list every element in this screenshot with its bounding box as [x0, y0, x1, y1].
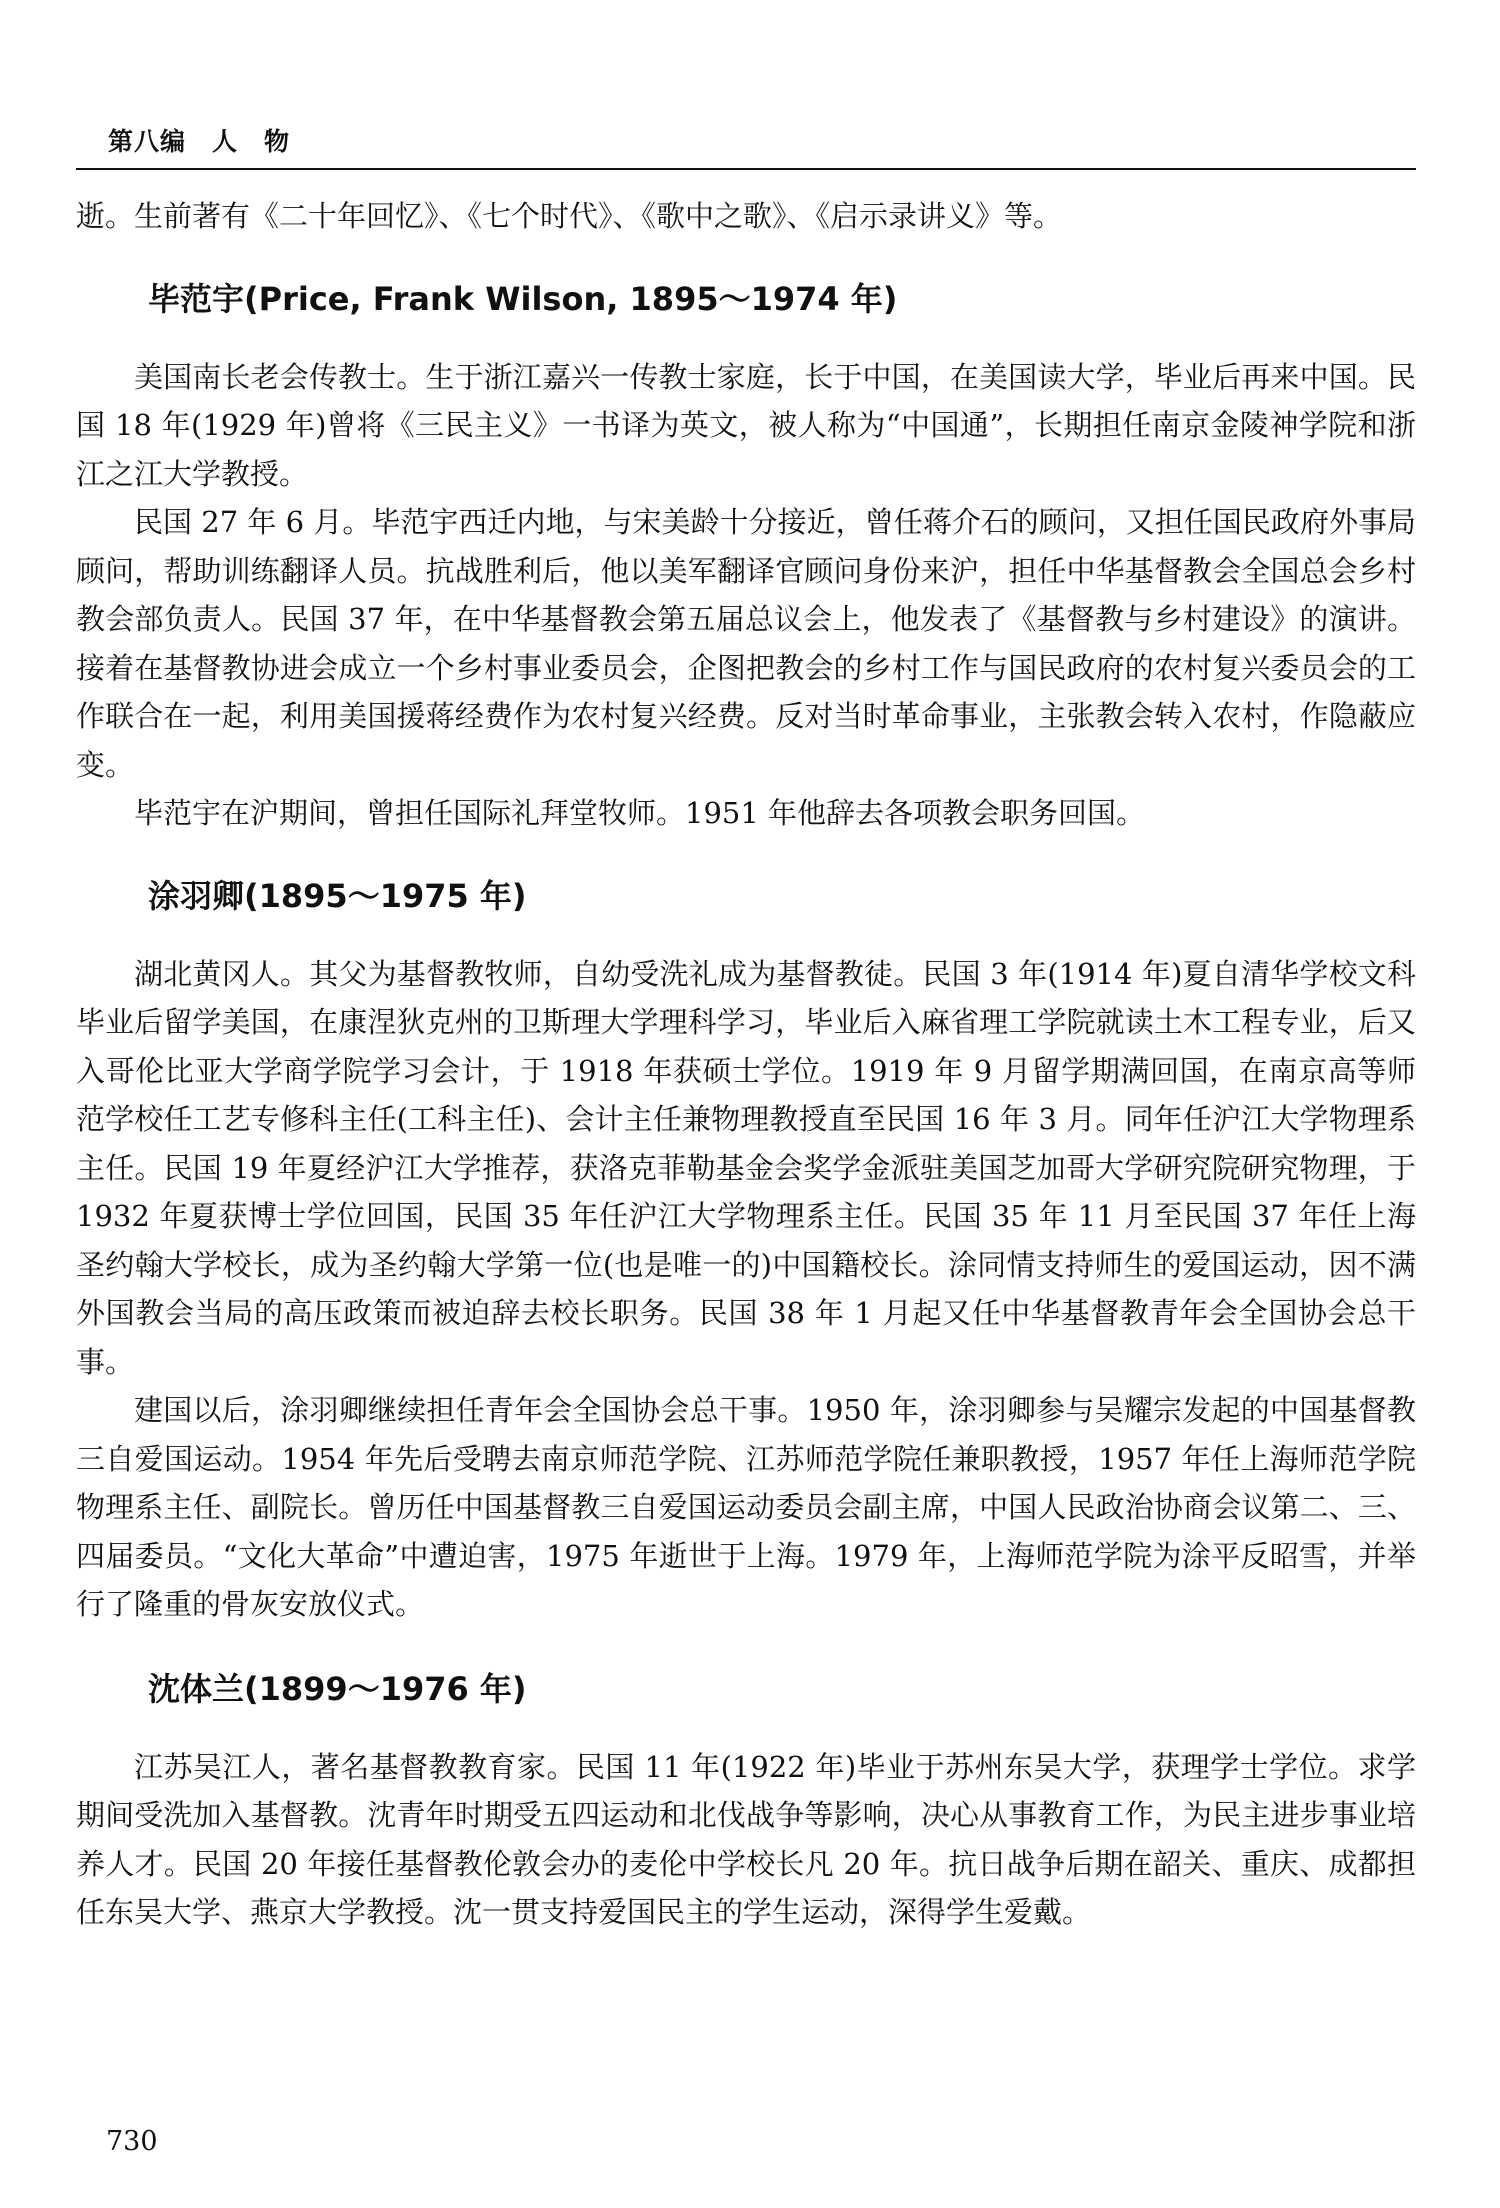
entry-paragraph: 民国 27 年 6 月。毕范宇西迁内地，与宋美龄十分接近，曾任蒋介石的顾问，又担任国民政府外事局顾问，帮助训练翻译人员。抗战胜利后，他以美军翻译官顾问身份来沪，担任中华基督教会全国总会乡村教会部负责人。民国 37 年，在中华基督教会第五届总议会上，他发表了《基督教与乡村建设》的演讲。接着在基督教协进会成立一个乡村事业委员会，企图把教会的乡村工作与国民政府的农村复兴委员会的工作联合在一起，利用美国援蒋经费作为农村复兴经费。反对当时革命事业，主张教会转入农村，作隐蔽应变。: [76, 505, 1416, 782]
entry-heading: 毕范宇(Price, Frank Wilson, 1895～1974 年): [148, 279, 898, 318]
continued-paragraph: 逝。生前著有《二十年回忆》、《七个时代》、《歌中之歌》、《启示录讲义》等。: [76, 199, 1063, 233]
entry-paragraph: 建国以后，涂羽卿继续担任青年会全国协会总干事。1950 年，涂羽卿参与吴耀宗发起的中国基督教三自爱国运动。1954 年先后受聘去南京师范学院、江苏师范学院任兼职教授，1957 年任上海师范学院物理系主任、副院长。曾历任中国基督教三自爱国运动委员会副主席，中国人民政治协商会议第二、三、四届委员。“文化大革命”中遭迫害，1975 年逝世于上海。1979 年，上海师范学院为涂平反昭雪，并举行了隆重的骨灰安放仪式。: [76, 1393, 1416, 1621]
entry-heading: 涂羽卿(1895～1975 年): [148, 876, 527, 915]
page-body: [76, 192, 1416, 1937]
header-rule: [76, 168, 1416, 170]
page-number: 730: [106, 2126, 158, 2157]
entry-heading: 沈体兰(1899～1976 年): [148, 1669, 527, 1708]
biography-entry-tu-yuqing: [76, 876, 1416, 1629]
entry-paragraph: 江苏吴江人，著名基督教教育家。民国 11 年(1922 年)毕业于苏州东吴大学，获理学士学位。求学期间受洗加入基督教。沈青年时期受五四运动和北伐战争等影响，决心从事教育工作，为民主进步事业培养人才。民国 20 年接任基督教伦敦会办的麦伦中学校长凡 20 年。抗日战争后期在韶关、重庆、成都担任东吴大学、燕京大学教授。沈一贯支持爱国民主的学生运动，深得学生爱戴。: [76, 1749, 1416, 1929]
biography-entry-shen-tilan: [76, 1669, 1416, 1937]
entry-paragraph: 湖北黄冈人。其父为基督教牧师，自幼受洗礼成为基督教徒。民国 3 年(1914 年)夏自清华学校文科毕业后留学美国，在康涅狄克州的卫斯理大学理科学习，毕业后入麻省理工学院就读土木工程专业，后又入哥伦比亚大学商学院学习会计，于 1918 年获硕士学位。1919 年 9 月留学期满回国，在南京高等师范学校任工艺专修科主任(工科主任)、会计主任兼物理教授直至民国 16 年 3 月。同年任沪江大学物理系主任。民国 19 年夏经沪江大学推荐，获洛克菲勒基金会奖学金派驻美国芝加哥大学研究院研究物理，于 1932 年夏获博士学位回国，民国 35 年任沪江大学物理系主任。民国 35 年 11 月至民国 37 年任上海圣约翰大学校长，成为圣约翰大学第一位(也是唯一的)中国籍校长。涂同情支持师生的爱国运动，因不满外国教会当局的高压政策而被迫辞去校长职务。民国 38 年 1 月起又任中华基督教青年会全国协会总干事。: [76, 956, 1416, 1379]
biography-entry-price: [76, 279, 1416, 838]
entry-paragraph: 美国南长老会传教士。生于浙江嘉兴一传教士家庭，长于中国，在美国读大学，毕业后再来中国。民国 18 年(1929 年)曾将《三民主义》一书译为英文，被人称为“中国通”，长期担任南京金陵神学院和浙江之江大学教授。: [76, 359, 1416, 491]
entry-paragraph: 毕范宇在沪期间，曾担任国际礼拜堂牧师。1951 年他辞去各项教会职务回国。: [134, 796, 1146, 830]
running-header: 第八编 人 物: [108, 127, 291, 156]
